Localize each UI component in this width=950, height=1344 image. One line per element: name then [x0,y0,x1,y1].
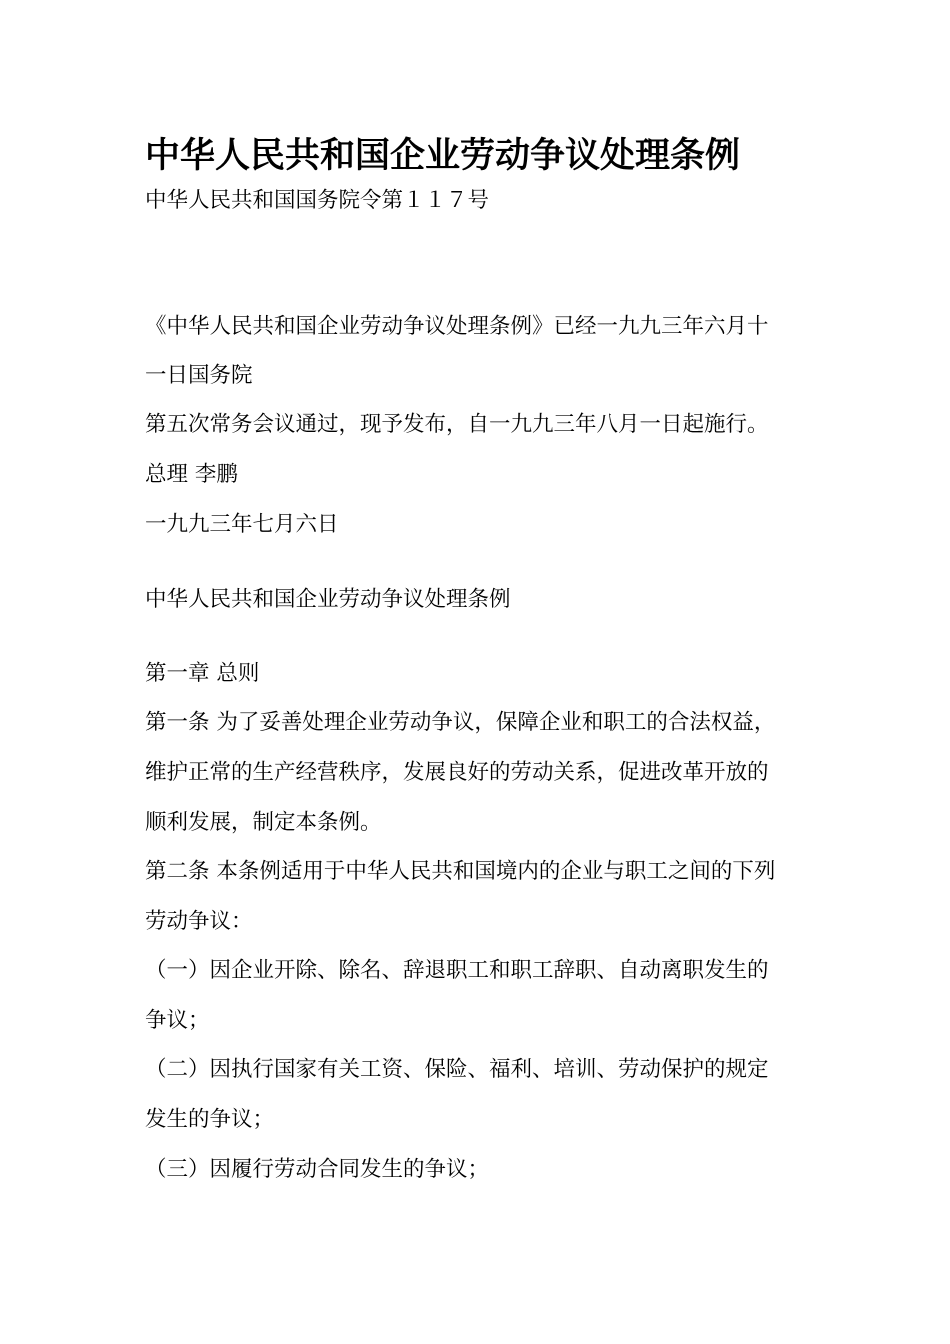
article-1-line: 第一条 为了妥善处理企业劳动争议，保障企业和职工的合法权益， [145,710,776,735]
signing-date: 一九九三年七月六日 [145,512,339,537]
promulgation-line: 第五次常务会议通过，现予发布，自一九九三年八月一日起施行。 [145,412,769,437]
promulgation-line: 一日国务院 [145,363,253,388]
list-item-1-line: 争议； [145,1008,210,1033]
document-title: 中华人民共和国企业劳动争议处理条例 [145,135,741,176]
signatory: 总理 李鹏 [145,462,238,487]
list-item-2-line: 发生的争议； [145,1107,275,1132]
article-2-line: 第二条 本条例适用于中华人民共和国境内的企业与职工之间的下列 [145,859,776,884]
chapter-heading: 第一章 总则 [145,661,260,686]
article-2-line: 劳动争议： [145,909,253,934]
list-item-1-line: （一）因企业开除、除名、辞退职工和职工辞职、自动离职发生的 [145,958,769,983]
list-item-3-line: （三）因履行劳动合同发生的争议； [145,1157,490,1182]
article-1-line: 顺利发展，制定本条例。 [145,810,382,835]
regulation-subtitle: 中华人民共和国企业劳动争议处理条例 [145,587,511,612]
promulgation-line: 《中华人民共和国企业劳动争议处理条例》已经一九九三年六月十 [145,314,769,339]
list-item-2-line: （二）因执行国家有关工资、保险、福利、培训、劳动保护的规定 [145,1057,769,1082]
order-line: 中华人民共和国国务院令第１１７号 [145,188,490,213]
article-1-line: 维护正常的生产经营秩序，发展良好的劳动关系，促进改革开放的 [145,760,769,785]
